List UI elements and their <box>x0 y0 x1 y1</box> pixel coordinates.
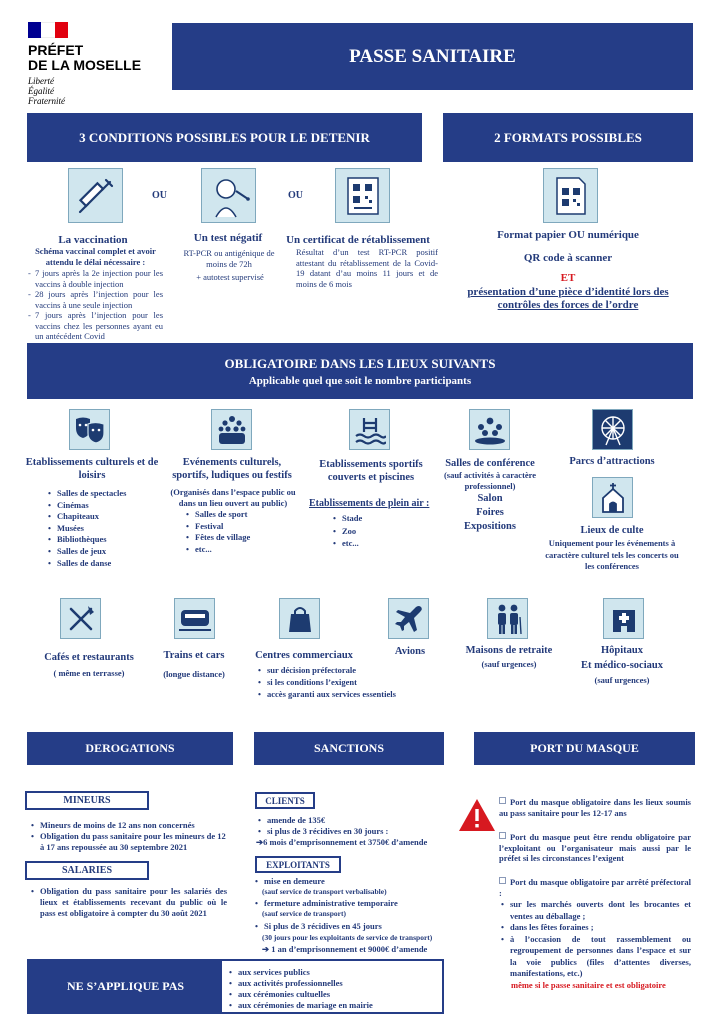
list-item: • Salles de danse <box>48 558 168 570</box>
obligatoire-subheading: Applicable quel que soit le nombre participants <box>248 374 472 387</box>
clients-arrow-text: 6 mois d’emprisonnement et 3750€ d’amende <box>263 837 428 847</box>
formats-line-2: QR code à scanner <box>523 252 613 264</box>
list-item: • à l’occasion de tout rassemblement ou regroupement de personnes dans l’espace et sur la voie publics (files d’attentes diverses, manifestations, etc.) <box>501 934 691 980</box>
french-flag-icon <box>28 22 68 38</box>
masque-list <box>501 899 691 980</box>
formats-et: ET <box>560 272 576 284</box>
formats-line-1: Format papier OU numérique <box>497 229 639 241</box>
test-line-1: RT-PCR ou antigénique de moins de 72h <box>183 248 275 269</box>
checkbox-icon <box>499 877 506 884</box>
list-item: • Salles de spectacles <box>48 488 168 500</box>
vaccination-title: La vaccination <box>58 234 128 246</box>
exploitants-list-3 <box>255 921 455 932</box>
list-item: • amende de 135€ <box>258 815 448 826</box>
logo-motto-3: Fraternité <box>28 96 65 106</box>
list-item: • Salles de sport <box>186 509 296 521</box>
exploitants-list-2 <box>255 898 455 909</box>
vaccination-subtitle: Schéma vaccinal complet et avoir attendu le délai nécessaire : <box>35 246 156 267</box>
exploitants-note-1: (sauf service de transport verbalisable) <box>262 887 387 896</box>
trains-title: Trains et cars <box>163 650 225 661</box>
vaccination-list <box>28 268 163 342</box>
conference-item-foires: Foires <box>476 507 504 518</box>
obligatoire-heading: OBLIGATOIRE DANS LES LIEUX SUIVANTS <box>224 355 496 371</box>
list-item: • aux activités professionnelles <box>229 978 439 989</box>
list-item: • dans les fêtes foraines ; <box>501 922 691 934</box>
hospitals-title-1: Hôpitaux <box>600 645 643 656</box>
exploitants-arrow-line <box>262 944 462 955</box>
conference-icon <box>469 409 510 450</box>
list-item: • Festival <box>186 521 296 533</box>
formats-line-4: contrôles des forces de l’ordre <box>497 299 639 311</box>
logo-line-2: DE LA MOSELLE <box>28 57 142 73</box>
list-item: • Cinémas <box>48 500 168 512</box>
exploitants-list <box>255 876 455 887</box>
arrow-right-icon: ➔ <box>262 944 272 954</box>
exploitants-note-2: (sauf service de transport) <box>262 909 346 918</box>
list-item: • Fêtes de village <box>186 532 296 544</box>
list-item: • sur décision préfectorale <box>258 664 408 676</box>
train-icon <box>174 598 215 639</box>
malls-title: Centres commerciaux <box>255 650 353 661</box>
list-item: - 28 jours après l’injection pour les vaccins à une seule injection <box>28 289 163 310</box>
retirement-title: Maisons de retraite <box>465 645 553 656</box>
mineurs-label: MINEURS <box>25 791 149 810</box>
clients-arrow-line <box>256 837 456 848</box>
warning-icon <box>458 798 496 837</box>
list-item: • Stade <box>333 512 423 525</box>
paper-qr-icon <box>543 168 598 223</box>
qr-code-icon <box>335 168 390 223</box>
shopping-bag-icon <box>279 598 320 639</box>
conference-item-expositions: Expositions <box>464 521 516 532</box>
hospitals-note: (sauf urgences) <box>594 675 650 685</box>
certificate-text: Résultat d’un test RT-PCR positif attestant du rétablissement de la Covid-19 datant d’au moins 11 jours et de moins de 6 mois <box>296 247 438 289</box>
retirement-note: (sauf urgences) <box>481 659 537 669</box>
list-item: • Obligation du pass sanitaire pour les salariés des lieux et établissements recevant du public où le pass est obligatoire à compter du 30 août 2021 <box>31 886 227 919</box>
cafes-note: ( même en terrasse) <box>53 668 125 678</box>
list-item: • accès garanti aux services essentiels <box>258 688 408 700</box>
list-item: • etc... <box>186 544 296 556</box>
test-title: Un test négatif <box>193 232 263 244</box>
malls-list <box>258 664 408 700</box>
ne-s-applique-pas-box <box>27 959 444 1014</box>
conference-item-salon: Salon <box>477 493 503 504</box>
events-note: (Organisés dans l’espace public ou dans un lieu ouvert au public) <box>170 487 296 508</box>
list-item: • Bibliothèques <box>48 534 168 546</box>
masque-heading: PORT DU MASQUE <box>474 732 695 765</box>
prefecture-logo <box>28 22 141 106</box>
masque-p1 <box>499 797 691 818</box>
events-list <box>186 509 296 555</box>
derogations-heading: DEROGATIONS <box>27 732 233 765</box>
list-item: - 7 jours après l’injection pour les vaccins chez les personnes ayant eu un antécédent Covid <box>28 310 163 342</box>
airplane-icon <box>388 598 429 639</box>
list-item: • sur les marchés ouverts dont les brocantes et ventes au déballage ; <box>501 899 691 922</box>
logo-motto-1: Liberté <box>28 76 54 86</box>
events-title: Evénements culturels, sportifs, ludiques ou festifs <box>172 457 292 481</box>
exploitants-note-3: (30 jours pour les exploitants de service de transport) <box>262 933 433 942</box>
crowd-icon <box>211 409 252 450</box>
list-item: • Mineurs de moins de 12 ans non concernés <box>31 820 231 831</box>
masque-p2 <box>499 832 691 864</box>
theater-masks-icon <box>69 409 110 450</box>
checkbox-icon <box>499 797 506 804</box>
certificate-title: Un certificat de rétablissement <box>286 234 430 246</box>
ou-label-2: OU <box>288 190 303 201</box>
test-line-2: + autotest supervisé <box>196 272 264 282</box>
list-item: • aux cérémonies cultuelles <box>229 989 439 1000</box>
nasal-swab-icon <box>201 168 256 223</box>
planes-title: Avions <box>394 646 426 657</box>
clients-list <box>258 815 448 837</box>
culture-list <box>48 488 168 569</box>
list-item: • aux services publics <box>229 967 439 978</box>
conference-title: Salles de conférence <box>445 458 535 469</box>
masque-red-note: même si le passe sanitaire et est obligatoire <box>511 980 666 990</box>
exploitants-arrow-text: 1 an d’emprisonnement et 9000€ d’amende <box>271 944 428 954</box>
worship-note: Uniquement pour les événements à caractère culturel tels les concerts ou les conférences <box>545 538 679 571</box>
formats-line-3: présentation d’une pièce d’identité lors des <box>467 286 669 298</box>
ou-label-1: OU <box>152 190 167 201</box>
ne-s-applique-pas-list <box>229 967 439 1011</box>
hospital-icon <box>603 598 644 639</box>
ne-s-applique-pas-heading: NE S’APPLIQUE PAS <box>29 961 222 1012</box>
logo-motto-2: Égalité <box>28 86 54 96</box>
logo-line-1: PRÉFET <box>28 42 84 58</box>
parks-title: Parcs d’attractions <box>569 456 655 467</box>
masque-p3-text: Port du masque obligatoire par arrêté préfectoral : <box>499 877 691 898</box>
obligatoire-heading-bar <box>27 343 693 399</box>
formats-heading: 2 FORMATS POSSIBLES <box>443 113 693 162</box>
list-item: • Si plus de 3 récidives en 45 jours <box>255 921 455 932</box>
list-item: • etc... <box>333 537 423 550</box>
ferris-wheel-icon <box>592 409 633 450</box>
masque-p1-text: Port du masque obligatoire dans les lieux soumis au pass sanitaire pour les 12-17 ans <box>499 797 691 818</box>
clients-label: CLIENTS <box>255 792 315 809</box>
masque-p2-text: Port du masque peut être rendu obligatoire par l’exploitant ou l’organisateur mais aussi par le préfet si les circonstances l’exigent <box>499 832 691 863</box>
list-item: • Musées <box>48 523 168 535</box>
church-icon <box>592 477 633 518</box>
conditions-heading: 3 CONDITIONS POSSIBLES POUR LE DETENIR <box>27 113 422 162</box>
sanctions-heading: SANCTIONS <box>254 732 444 765</box>
syringe-icon <box>68 168 123 223</box>
arrow-right-icon: ➔ <box>256 837 264 847</box>
mineurs-list <box>31 820 231 853</box>
sports-list <box>333 512 423 550</box>
worship-title: Lieux de culte <box>580 525 644 536</box>
hospitals-title-2: Et médico-sociaux <box>581 660 663 671</box>
exploitants-label: EXPLOITANTS <box>255 856 341 873</box>
culture-title: Etablissements culturels et de loisirs <box>25 457 159 481</box>
list-item: • aux cérémonies de mariage en mairie <box>229 1000 439 1011</box>
swimming-pool-icon <box>349 409 390 450</box>
salaries-label: SALARIES <box>25 861 149 880</box>
page-title: PASSE SANITAIRE <box>172 23 693 90</box>
elderly-couple-icon <box>487 598 528 639</box>
cafes-title: Cafés et restaurants <box>44 652 134 663</box>
sports-outdoor-title: Etablissements de plein air : <box>309 498 430 509</box>
list-item: • mise en demeure <box>255 876 455 887</box>
list-item: • si plus de 3 récidives en 30 jours : <box>258 826 448 837</box>
list-item: • Zoo <box>333 525 423 538</box>
list-item: • fermeture administrative temporaire <box>255 898 455 909</box>
salaries-list <box>31 886 227 919</box>
list-item: • Salles de jeux <box>48 546 168 558</box>
checkbox-icon <box>499 832 506 839</box>
list-item: - 7 jours après la 2e injection pour les vaccins à double injection <box>28 268 163 289</box>
conference-note: (sauf activités à caractère professionnel) <box>443 470 537 491</box>
trains-note: (longue distance) <box>163 669 225 679</box>
fork-knife-icon <box>60 598 101 639</box>
list-item: • Obligation du pass sanitaire pour les mineurs de 12 à 17 ans repoussée au 30 septembre 2021 <box>31 831 231 853</box>
sports-title: Etablissements sportifs couverts et piscines <box>319 459 423 483</box>
list-item: • Chapiteaux <box>48 511 168 523</box>
masque-p3 <box>499 877 691 898</box>
list-item: • si les conditions l’exigent <box>258 676 408 688</box>
